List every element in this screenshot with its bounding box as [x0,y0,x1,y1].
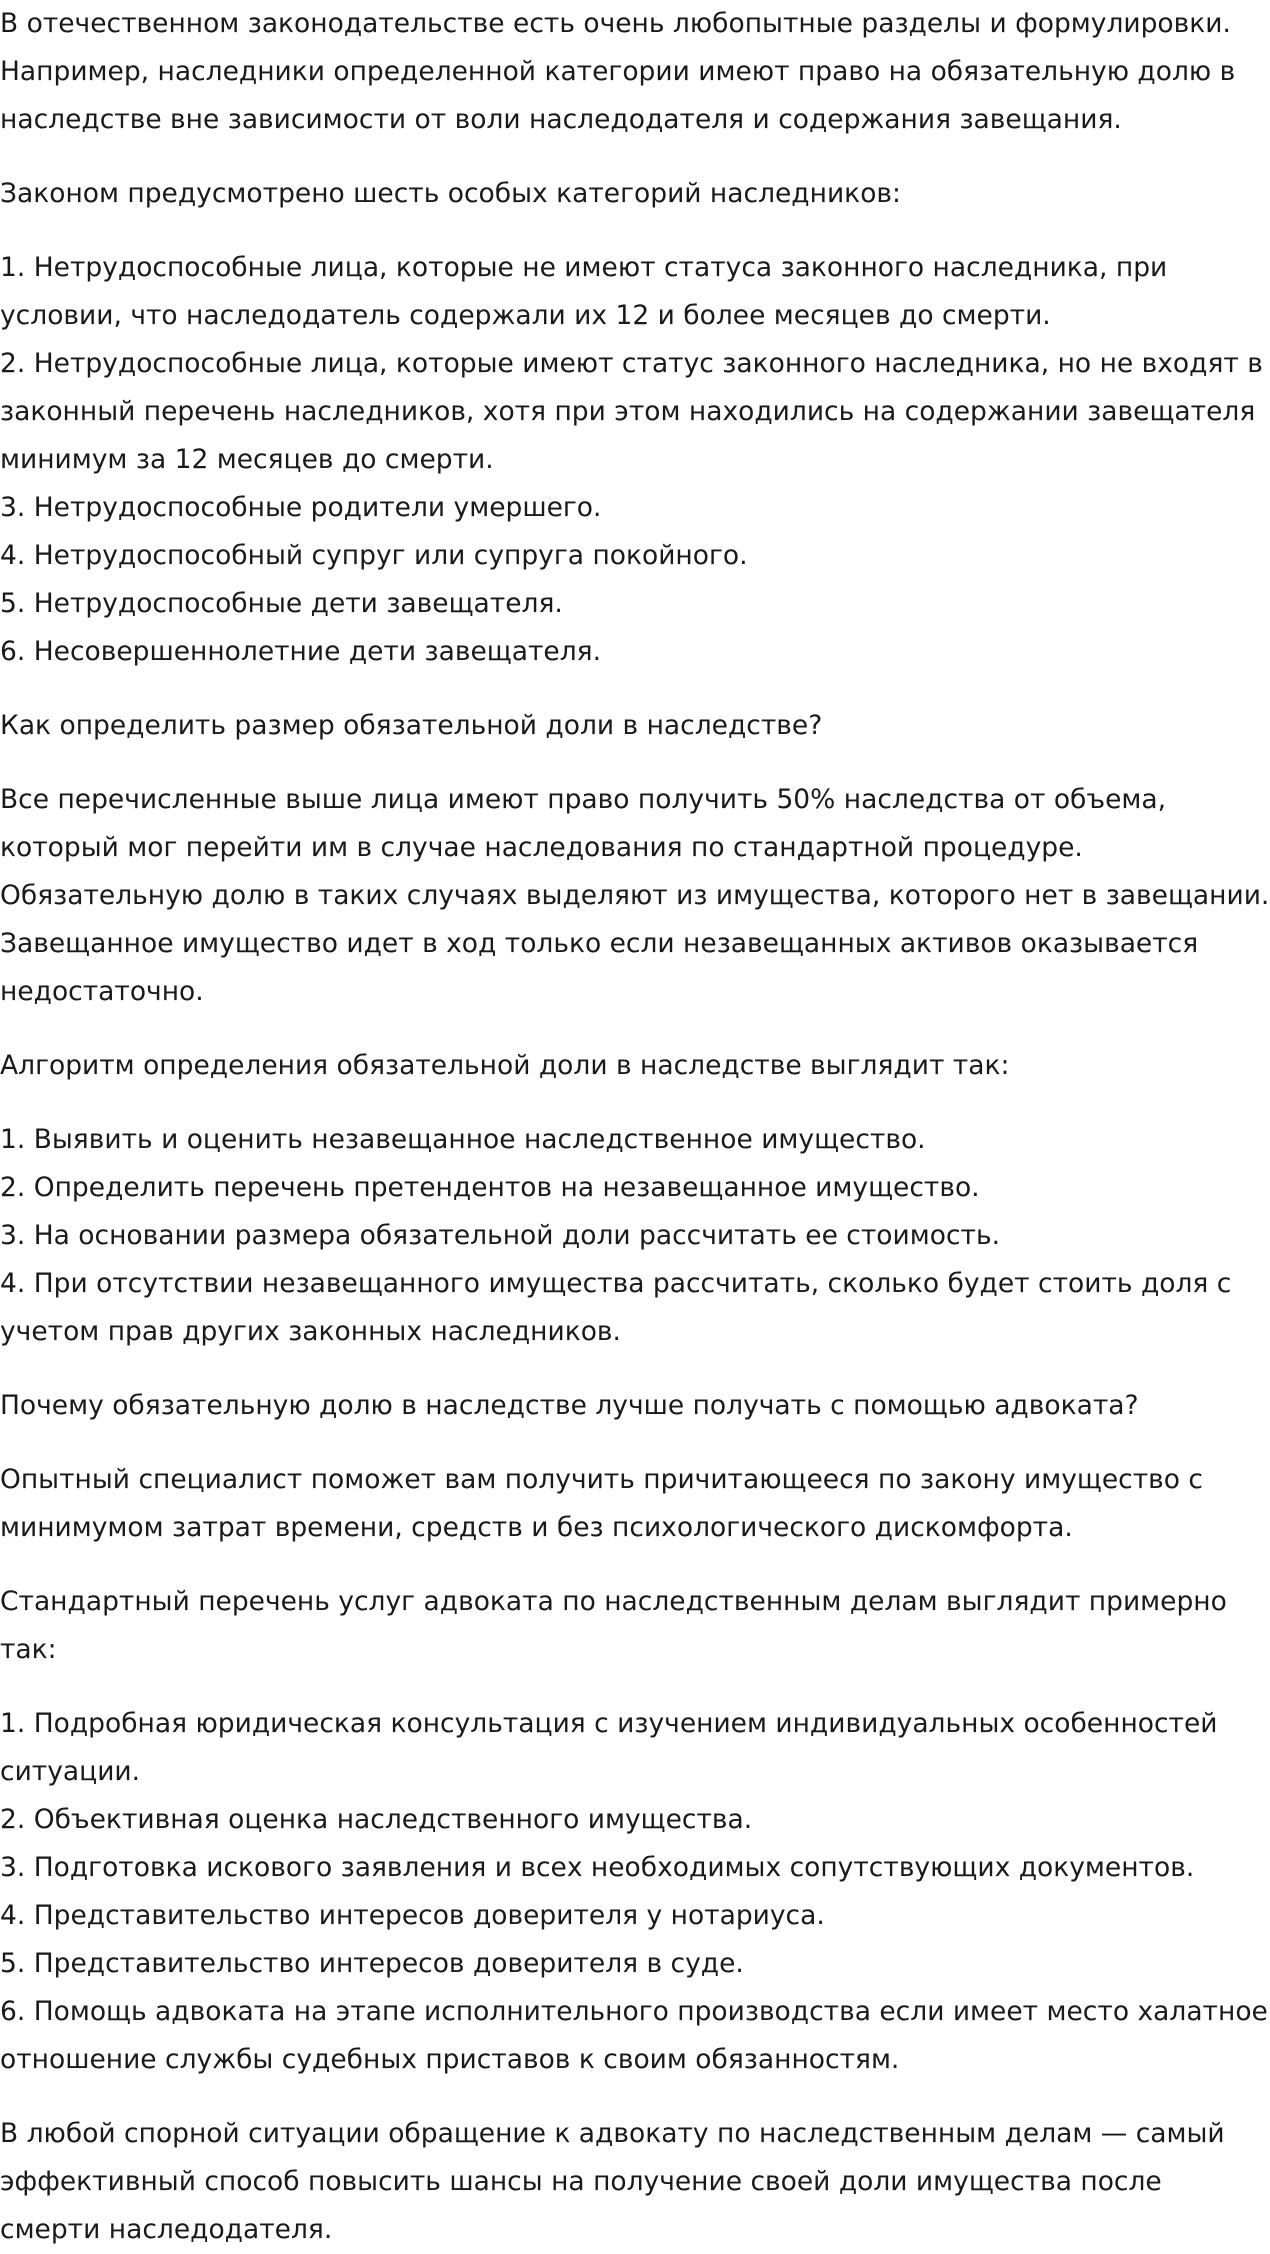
list-item: 6. Помощь адвоката на этапе исполнительного производства если имеет место халатное отношение службы судебных приставов к своим обязанностям. [0,1996,1268,2075]
categories-heading: Законом предусмотрено шесть особых категорий наследников: [0,178,901,209]
list-item: 3. Подготовка искового заявления и всех необходимых сопутствующих документов. [0,1852,1195,1883]
list-item: 5. Нетрудоспособные дети завещателя. [0,588,563,619]
list-item: 1. Нетрудоспособные лица, которые не имеют статуса законного наследника, при условии, что наследодатель содержали их 12 и более месяцев до смерти. [0,252,1168,331]
list-item: 2. Нетрудоспособные лица, которые имеют статус законного наследника, но не входят в законный перечень наследников, хотя при этом находились на содержании завещателя минимум за 12 месяцев до смерти. [0,348,1263,475]
list-item: 2. Определить перечень претендентов на незавещанное имущество. [0,1172,980,1203]
list-item: 3. На основании размера обязательной доли рассчитать ее стоимость. [0,1220,1000,1251]
share-answer: Все перечисленные выше лица имеют право получить 50% наследства от объема, который мог перейти им в случае наследования по стандартной процедуре. Обязательную долю в таких случаях выделяют из имущества, которого нет в завещании. Завещанное имущество идет в ход только если незавещанных активов оказывается недостаточно. [0,784,1270,1007]
list-item: 1. Выявить и оценить незавещанное наследственное имущество. [0,1124,926,1155]
algorithm-heading: Алгоритм определения обязательной доли в наследстве выглядит так: [0,1050,1010,1081]
services-list [0,1700,1270,2084]
list-item: 4. Представительство интересов доверителя у нотариуса. [0,1900,825,1931]
list-item: 3. Нетрудоспособные родители умершего. [0,492,602,523]
lawyer-answer: Опытный специалист поможет вам получить причитающееся по закону имущество с минимумом затрат времени, средств и без психологического дискомфорта. [0,1464,1203,1543]
categories-list [0,244,1270,676]
list-item: 1. Подробная юридическая консультация с изучением индивидуальных особенностей ситуации. [0,1708,1218,1787]
conclusion-paragraph: В любой спорной ситуации обращение к адвокату по наследственным делам — самый эффективный способ повысить шансы на получение своей доли имущества после смерти наследодателя. [0,2118,1225,2245]
share-question: Как определить размер обязательной доли в наследстве? [0,710,823,741]
list-item: 2. Объективная оценка наследственного имущества. [0,1804,753,1835]
list-item: 6. Несовершеннолетние дети завещателя. [0,636,602,667]
algorithm-list [0,1116,1270,1356]
lawyer-question: Почему обязательную долю в наследстве лучше получать с помощью адвоката? [0,1390,1139,1421]
intro-paragraph: В отечественном законодательстве есть очень любопытные разделы и формулировки. Например, наследники определенной категории имеют право на обязательную долю в наследстве вне зависимости от воли наследодателя и содержания завещания. [0,8,1236,135]
list-item: 4. При отсутствии незавещанного имущества рассчитать, сколько будет стоить доля с учетом прав других законных наследников. [0,1268,1232,1347]
services-heading: Стандартный перечень услуг адвоката по наследственным делам выглядит примерно так: [0,1586,1227,1665]
list-item: 5. Представительство интересов доверителя в суде. [0,1948,744,1979]
list-item: 4. Нетрудоспособный супруг или супруга покойного. [0,540,748,571]
